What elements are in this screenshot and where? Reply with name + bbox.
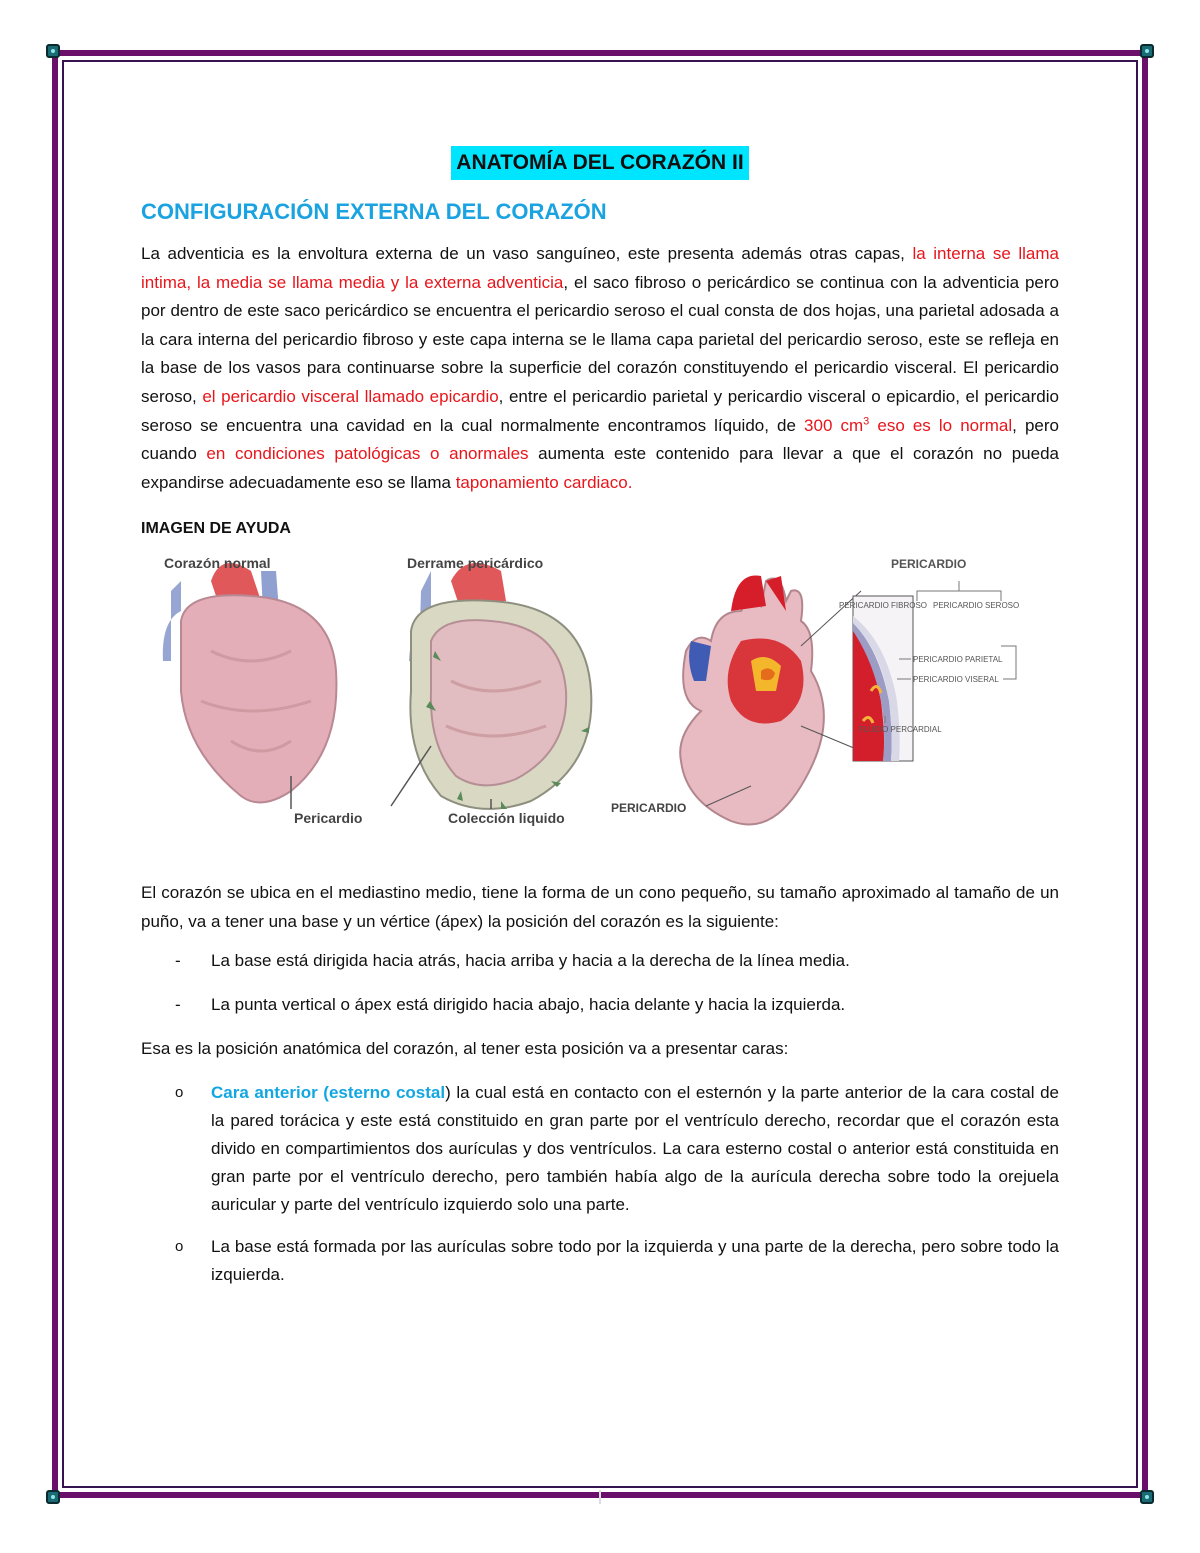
intro-paragraph: La adventicia es la envoltura externa de un vaso sanguíneo, este presenta además otras capas, la interna se llama intima, la media se llama media y la externa adventicia, el saco fibroso o pericárdico se continua con la adventicia pero por dentro de este saco pericárdico se encuentra el pericardio seroso el cual consta de dos hojas, una parietal adosada a la cara interna del pericardio fibroso y este capa interna se le llama capa parietal del pericardio seroso, este se refleja en la base de los vasos para continuarse sobre la superficie del corazón constituyendo el pericardio visceral. El pericardio seroso, el pericardio visceral llamado epicardio, entre el pericardio parietal y pericardio visceral o epicardio, el pericardio seroso se encuentra una cavidad en la cual normalmente encontramos líquido, de 300 $cm^3$ eso es lo normal, pero cuando en condiciones patológicas o anormales aumenta este contenido para llevar a que el corazón no pueda expandirse adecuadamente eso se llama taponamiento cardiaco.: [141, 244, 1059, 492]
faces-intro-paragraph: Esa es la posición anatómica del corazón, al tener esta posición va a presentar caras:: [141, 1038, 789, 1058]
list-item: o Cara anterior (esterno costal) la cual está en contacto con el esternón y la parte anterior de la cara costal de la pared torácica y este está constituido en gran parte por el ventrículo derecho, recordar que el corazón esta divido en compartimientos dos aurículas y dos ventrículos. La cara esterno costal o anterior está constituida en gran parte por el ventrículo derecho, pero también había algo de la aurícula derecha sobre todo la orejuela auricular y parte del ventrículo izquierdo solo una parte.: [141, 1079, 1059, 1219]
section-heading: CONFIGURACIÓN EXTERNA DEL CORAZÓN: [141, 199, 607, 224]
corner-ornament-icon: [1140, 1490, 1154, 1504]
document-title: ANATOMÍA DEL CORAZÓN II: [141, 140, 1059, 176]
document-content: [141, 140, 1059, 1303]
fibrous-pericardium-label: PERICARDIO FIBROSO: [839, 601, 928, 611]
heart-illustration: [141, 551, 1059, 851]
list-item: o La base está formada por las aurículas sobre todo por la izquierda y una parte de la derecha, pero sobre todo la izquierda.: [141, 1233, 1059, 1289]
position-list: [141, 947, 1059, 1019]
position-paragraph: El corazón se ubica en el mediastino medio, tiene la forma de un cono pequeño, su tamaño aproximado al tamaño de un puño, va a tener una base y un vértice (ápex) la posición del corazón es la siguiente:: [141, 883, 1059, 931]
corner-ornament-icon: [46, 44, 60, 58]
list-item: - La base está dirigida hacia atrás, hacia arriba y hacia a la derecha de la línea media.: [141, 947, 1059, 975]
image-help-heading: IMAGEN DE AYUDA: [141, 520, 291, 538]
page-footer-mark: [599, 1490, 601, 1504]
normal-heart-image: [163, 563, 337, 809]
corner-ornament-icon: [46, 1490, 60, 1504]
faces-list: [141, 1079, 1059, 1289]
serous-pericardium-label: PERICARDIO SEROSO: [933, 601, 1020, 611]
pericardio-label: Pericardio: [294, 810, 363, 827]
pericardial-fluid-label: FLUIDO PERCARDIAL: [859, 725, 942, 735]
pericardio-bottom-label: PERICARDIO: [611, 801, 687, 816]
heart-figure: [141, 551, 1059, 851]
pericardium-heart-image: [680, 576, 861, 825]
effusion-heart-image: [391, 563, 591, 809]
parietal-pericardium-label: PERICARDIO PARIETAL: [913, 655, 1003, 665]
fluid-collection-label: Colección liquido: [448, 810, 565, 827]
visceral-pericardium-label: PERICARDIO VISERAL: [913, 675, 999, 685]
normal-heart-label: Corazón normal: [164, 555, 271, 572]
pericardio-title-label: PERICARDIO: [891, 557, 967, 572]
effusion-heart-label: Derrame pericárdico: [407, 555, 544, 572]
corner-ornament-icon: [1140, 44, 1154, 58]
list-item: - La punta vertical o ápex está dirigido hacia abajo, hacia delante y hacia la izquierda.: [141, 991, 1059, 1019]
